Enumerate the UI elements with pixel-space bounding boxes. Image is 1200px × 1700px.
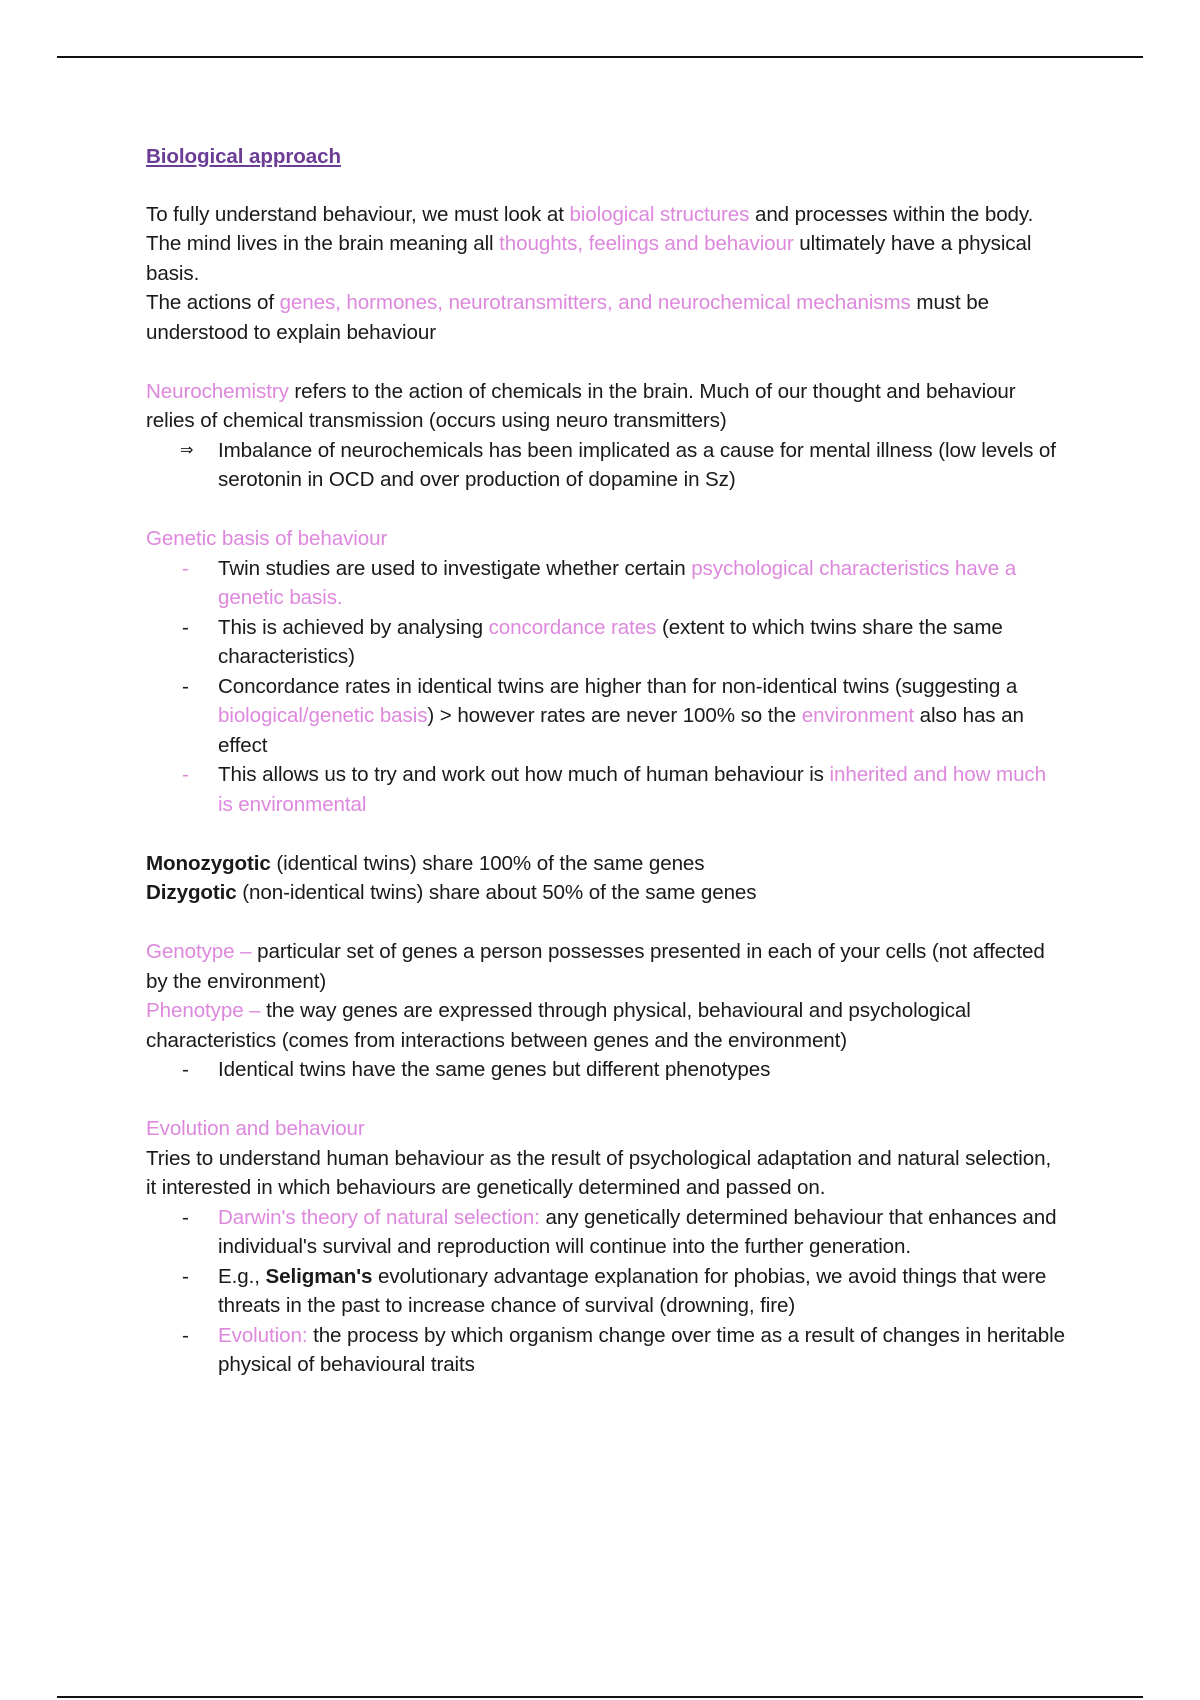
intro-paragraph-2: The mind lives in the brain meaning all thoughts, feelings and behaviour ultimately have a physical basis.: [146, 232, 1032, 285]
dash-bullet-icon: -: [182, 556, 189, 580]
arrow-icon: ⇒: [180, 441, 194, 459]
dash-bullet-icon: -: [182, 615, 189, 639]
section-heading-genetic: Genetic basis of behaviour: [146, 527, 388, 550]
highlight-term: Phenotype –: [146, 999, 261, 1022]
highlight-term: inherited and how much is environmental: [218, 763, 1046, 816]
highlight-term: environment: [801, 704, 914, 727]
highlight-term: thoughts, feelings and behaviour: [499, 232, 794, 255]
list-item: ⇒ Imbalance of neurochemicals has been implicated as a cause for mental illness (low levels of serotonin in OCD and over production of dopamine in Sz): [146, 436, 1066, 495]
dash-bullet-icon: -: [182, 674, 189, 698]
highlight-term: Evolution:: [218, 1323, 308, 1347]
top-rule: [57, 56, 1143, 58]
highlight-term: biological structures: [569, 202, 750, 226]
highlight-term: genes, hormones, neurotransmitters, and neurochemical mechanisms: [279, 291, 911, 314]
dash-bullet-icon: -: [182, 1264, 189, 1288]
list-item: - E.g., Seligman's evolutionary advantage explanation for phobias, we avoid things that were threats in the past to increase chance of survival (drowning, fire): [146, 1262, 1066, 1321]
phenotype-list: [146, 1055, 1066, 1085]
highlight-term: biological/genetic basis: [218, 704, 428, 727]
list-item: - Twin studies are used to investigate whether certain psychological characteristics have a genetic basis.: [146, 554, 1066, 613]
evolution-list: [146, 1203, 1066, 1380]
list-item: - Identical twins have the same genes but different phenotypes: [146, 1055, 1066, 1085]
highlight-term: Genotype –: [146, 940, 252, 963]
highlight-term: psychological characteristics have a genetic basis.: [218, 556, 1017, 609]
highlight-term: Darwin's theory of natural selection:: [218, 1205, 540, 1229]
dash-bullet-icon: -: [182, 1205, 189, 1229]
section-heading-evolution: Evolution and behaviour: [146, 1117, 365, 1140]
list-item: - This allows us to try and work out how much of human behaviour is inherited and how much is environmental: [146, 760, 1066, 819]
list-item: - This is achieved by analysing concordance rates (extent to which twins share the same characteristics): [146, 613, 1066, 672]
monozygotic-line: Monozygotic (identical twins) share 100% of the same genes: [146, 851, 705, 875]
bottom-rule: [57, 1696, 1143, 1698]
list-item: - Concordance rates in identical twins are higher than for non-identical twins (suggesting a biological/genetic basis) > however rates are never 100% so the environment also has an effect: [146, 672, 1066, 761]
phenotype-definition: Phenotype – the way genes are expressed through physical, behavioural and psychological characteristics (comes from interactions between genes and the environment): [146, 999, 971, 1052]
neurochemistry-list: [146, 436, 1066, 495]
highlight-term: Neurochemistry: [146, 379, 289, 403]
page-title: Biological approach: [146, 145, 341, 168]
genetic-list: [146, 554, 1066, 820]
evolution-paragraph: Tries to understand human behaviour as the result of psychological adaptation and natural selection, it interested in which behaviours are genetically determined and passed on.: [146, 1146, 1052, 1199]
dizygotic-line: Dizygotic (non-identical twins) share about 50% of the same genes: [146, 881, 757, 904]
intro-paragraph-3: The actions of genes, hormones, neurotransmitters, and neurochemical mechanisms must be understood to explain behaviour: [146, 291, 989, 344]
neurochemistry-paragraph: Neurochemistry refers to the action of chemicals in the brain. Much of our thought and behaviour relies of chemical transmission (occurs using neuro transmitters): [146, 379, 1016, 432]
highlight-term: concordance rates: [488, 615, 657, 639]
intro-paragraph-1: To fully understand behaviour, we must look at biological structures and processes within the body.: [146, 202, 1034, 226]
genotype-definition: Genotype – particular set of genes a person possesses presented in each of your cells (not affected by the environment): [146, 940, 1045, 993]
dash-bullet-icon: -: [182, 763, 189, 786]
dash-bullet-icon: -: [182, 1058, 189, 1081]
dash-bullet-icon: -: [182, 1323, 189, 1347]
list-item: - Darwin's theory of natural selection: any genetically determined behaviour that enhances and individual's survival and reproduction will continue into the further generation.: [146, 1203, 1066, 1262]
document-page: [146, 142, 1066, 1380]
list-item: - Evolution: the process by which organism change over time as a result of changes in heritable physical of behavioural traits: [146, 1321, 1066, 1380]
